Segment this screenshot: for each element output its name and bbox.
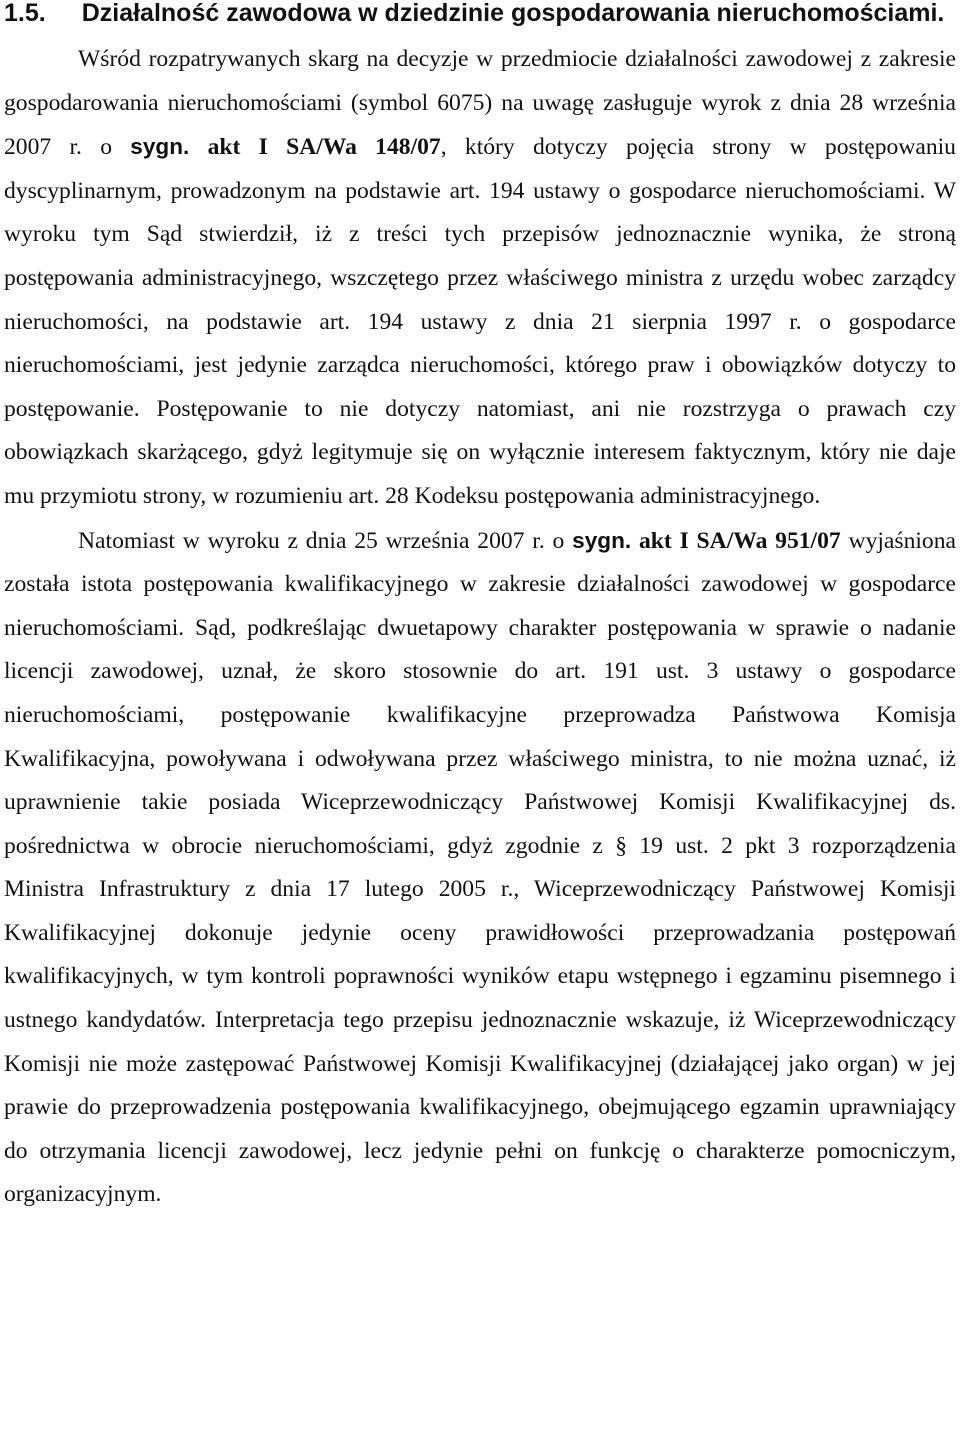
paragraph-1 (4, 38, 956, 519)
document-page (4, 0, 956, 1217)
paragraph-2-text-a: Natomiast w wyroku z dnia 25 września 2007 r. o (78, 527, 573, 554)
section-number: 1.5. (4, 0, 46, 27)
case-reference-2: akt I SA/Wa 951/07 (638, 527, 841, 554)
case-reference-1: akt I SA/Wa 148/07 (207, 134, 441, 161)
section-heading (4, 0, 956, 34)
paragraph-1-text-a: Wśród rozpatrywanych skarg na decyzje w przedmiocie działalności zawodowej z zakresie gospodarowania nieruchomościami (symbol 6075) na uwagę zasługuje wyrok z dnia 28 września 2007 r. o (4, 46, 956, 161)
paragraph-1-text-b: , który dotyczy pojęcia strony w postępowaniu dyscyplinarnym, prowadzonym na podstawie art. 194 ustawy o gospodarce nieruchomościami. W wyroku tym Sąd stwierdził, iż z treści tych przepisów jednoznacznie wynika, że stroną postępowania administracyjnego, wszczętego przez właściwego ministra z urzędu wobec zarządcy nieruchomości, na podstawie art. 194 ustawy z dnia 21 sierpnia 1997 r. o gospodarce nieruchomościami, jest jedynie zarządca nieruchomości, którego praw i obowiązków dotyczy to postępowanie. Postępowanie to nie dotyczy natomiast, ani nie rozstrzyga o prawach czy obowiązkach skarżącego, gdyż legitymuje się on wyłącznie interesem faktycznym, który nie daje mu przymiotu strony, w rozumieniu art. 28 Kodeksu postępowania administracyjnego. (4, 134, 956, 509)
section-title: Działalność zawodowa w dziedzinie gospodarowania nieruchomościami. (81, 0, 945, 27)
paragraph-2-text-b: wyjaśniona została istota postępowania kwalifikacyjnego w zakresie działalności zawodowej w gospodarce nieruchomościami. Sąd, podkreślając dwuetapowy charakter postępowania w sprawie o nadanie licencji zawodowej, uznał, że skoro stosownie do art. 191 ust. 3 ustawy o gospodarce nieruchomościami, postępowanie kwalifikacyjne przeprowadza Państwowa Komisja Kwalifikacyjna, powoływana i odwoływana przez właściwego ministra, to nie można uznać, iż uprawnienie takie posiada Wiceprzewodniczący Państwowej Komisji Kwalifikacyjnej ds. pośrednictwa w obrocie nieruchomościami, gdyż zgodnie z § 19 ust. 2 pkt 3 rozporządzenia Ministra Infrastruktury z dnia 17 lutego 2005 r., Wiceprzewodniczący Państwowej Komisji Kwalifikacyjnej dokonuje jedynie oceny prawidłowości przeprowadzania postępowań kwalifikacyjnych, w tym kontroli poprawności wyników etapu wstępnego i egzaminu pisemnego i ustnego kandydatów. Interpretacja tego przepisu jednoznacznie wskazuje, iż Wiceprzewodniczący Komisji nie może zastępować Państwowej Komisji Kwalifikacyjnej (działającej jako organ) w jej prawie do przeprowadzenia postępowania kwalifikacyjnego, obejmującego egzamin uprawniający do otrzymania licencji zawodowej, lecz jedynie pełni on funkcję o charakterze pomocniczym, organizacyjnym. (4, 527, 956, 1208)
case-signature-label-2: sygn. (572, 527, 632, 553)
case-signature-label-1: sygn. (130, 134, 190, 160)
paragraph-2 (4, 519, 956, 1218)
